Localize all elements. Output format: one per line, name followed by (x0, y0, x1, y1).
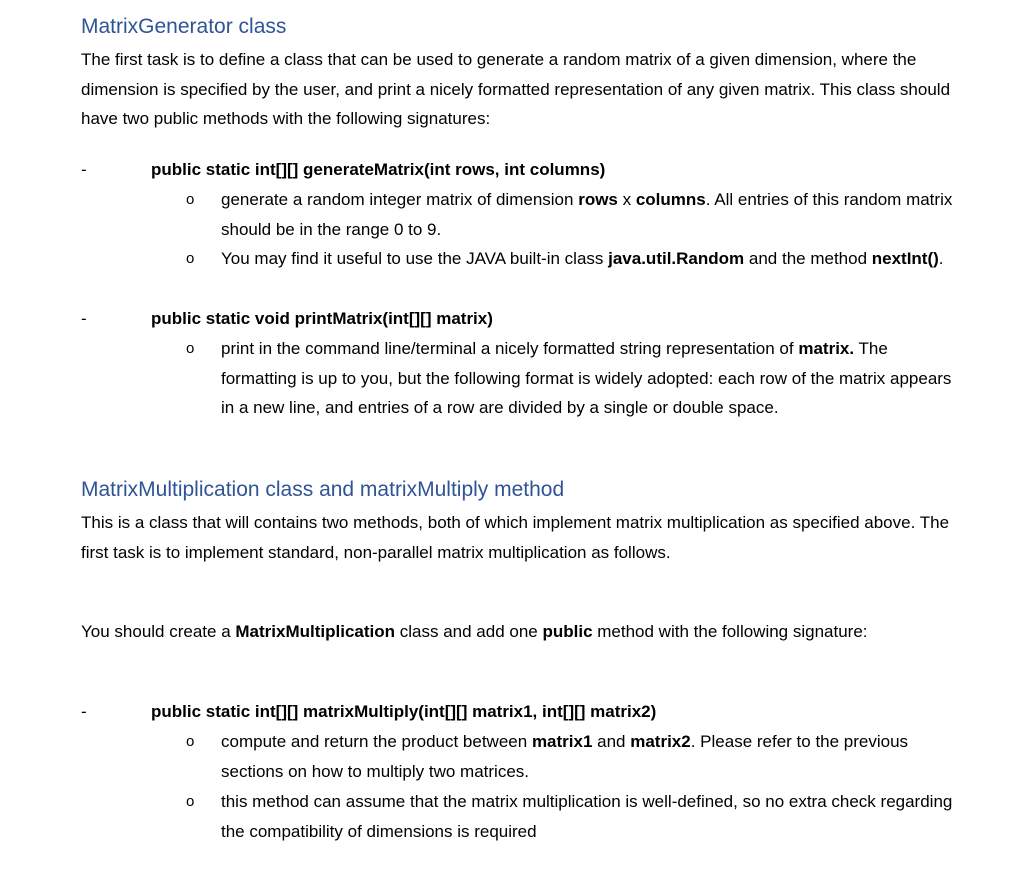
dash-marker: - (81, 702, 87, 721)
bullet-marker: o (186, 250, 195, 267)
method-signature: public static void printMatrix(int[][] matrix) (151, 309, 493, 328)
bullet-marker: o (186, 793, 195, 810)
section-heading-matrix-multiplication: MatrixMultiplication class and matrixMultiply method (81, 478, 565, 501)
section-heading-matrix-generator: MatrixGenerator class (81, 15, 287, 38)
bullet-text: compute and return the product between matrix1 and matrix2. Please refer to the previous sections on how to multiply two matrices. (221, 732, 909, 781)
bullet-marker: o (186, 340, 195, 357)
method-signature: public static int[][] matrixMultiply(int[][] matrix1, int[][] matrix2) (151, 702, 657, 721)
instruction-paragraph: You should create a MatrixMultiplication class and add one public method with the following signature: (81, 622, 868, 641)
bullet-text: generate a random integer matrix of dimension rows x columns. All entries of this random matrix should be in the range 0 to 9. (221, 190, 953, 239)
method-signature: public static int[][] generateMatrix(int rows, int columns) (151, 160, 606, 179)
section-intro-paragraph: This is a class that will contains two methods, both of which implement matrix multiplication as specified above. The first task is to implement standard, non-parallel matrix multiplication as follows. (81, 513, 950, 562)
section-intro-paragraph: The first task is to define a class that can be used to generate a random matrix of a given dimension, where the dimension is specified by the user, and print a nicely formatted representation of any given matrix. This class should have two public methods with the following signatures: (81, 50, 951, 128)
bullet-text: print in the command line/terminal a nicely formatted string representation of matrix. The formatting is up to you, but the following format is widely adopted: each row of the matrix appears in a new line, and entries of a row are divided by a single or double space. (221, 339, 952, 417)
bullet-text: You may find it useful to use the JAVA built-in class java.util.Random and the method nextInt(). (221, 249, 944, 268)
dash-marker: - (81, 309, 87, 328)
bullet-text: this method can assume that the matrix multiplication is well-defined, so no extra check regarding the compatibility of dimensions is required (221, 792, 953, 841)
bullet-marker: o (186, 733, 195, 750)
bullet-marker: o (186, 191, 195, 208)
dash-marker: - (81, 160, 87, 179)
